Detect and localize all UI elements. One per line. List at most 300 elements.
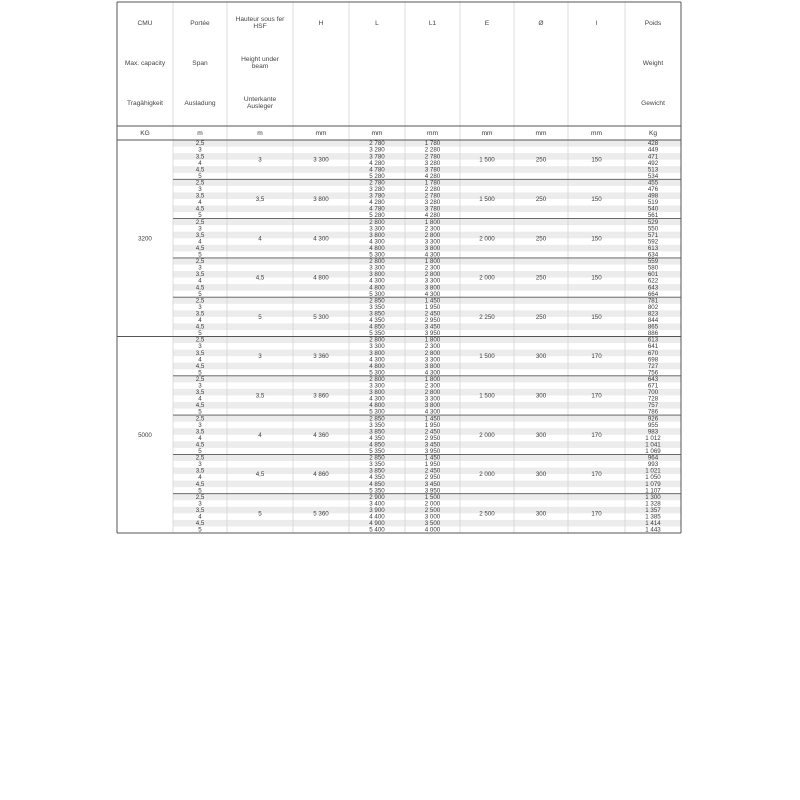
cell-diam: 250 xyxy=(535,235,547,243)
cell-l: 4 850 xyxy=(369,323,385,331)
header-hauteur-0: Hauteur sous fer HSF xyxy=(235,16,285,30)
cell-span: 4,5 xyxy=(195,480,205,488)
cell-l: 5 300 xyxy=(369,369,385,377)
cell-l: 4 800 xyxy=(369,402,385,410)
header-e-0: E xyxy=(484,20,490,27)
cell-e: 2 000 xyxy=(479,274,495,282)
cell-diam: 300 xyxy=(535,392,547,400)
cell-l: 4 280 xyxy=(369,159,385,167)
cell-weight: 1 414 xyxy=(645,520,661,528)
cell-diam: 250 xyxy=(535,195,547,203)
cell-weight: 561 xyxy=(647,212,659,220)
cell-span: 4,5 xyxy=(195,441,205,449)
cell-l1: 1 500 xyxy=(424,493,441,501)
cell-l1: 2 950 xyxy=(424,317,441,324)
cell-l: 3 300 xyxy=(369,264,385,272)
cell-weight: 529 xyxy=(647,218,659,226)
cell-diam: 300 xyxy=(535,471,547,479)
cell-l1: 4 300 xyxy=(424,369,441,377)
cell-span: 3 xyxy=(198,343,202,351)
unit-i: mm xyxy=(591,130,602,137)
cell-l1: 4 280 xyxy=(424,172,441,180)
cell-span: 3 xyxy=(198,421,202,429)
cell-weight: 498 xyxy=(647,192,659,200)
cell-span: 4 xyxy=(198,277,202,285)
cell-span: 2,5 xyxy=(195,297,205,305)
cell-span: 4,5 xyxy=(195,323,205,331)
cell-span: 4,5 xyxy=(195,520,205,528)
unit-poids: Kg xyxy=(648,130,658,137)
cell-span: 2,5 xyxy=(195,454,205,462)
cell-l1: 1 800 xyxy=(424,375,441,383)
cell-l1: 3 780 xyxy=(424,166,441,174)
cell-h: 5 300 xyxy=(313,313,329,321)
cell-diam: 300 xyxy=(535,353,547,361)
cell-l1: 3 800 xyxy=(424,244,441,252)
cell-weight: 728 xyxy=(647,395,659,403)
cell-weight: 643 xyxy=(647,284,659,292)
cell-l: 3 800 xyxy=(369,271,385,279)
cell-hsf: 4,5 xyxy=(255,274,265,282)
cell-span: 5 xyxy=(198,448,202,455)
cell-l: 2 800 xyxy=(369,218,385,226)
cell-span: 4 xyxy=(198,513,202,521)
cell-diam: 250 xyxy=(535,274,547,282)
cell-weight: 1 079 xyxy=(645,480,661,488)
cell-span: 4 xyxy=(198,434,202,442)
cell-weight: 519 xyxy=(647,199,659,207)
header-cmu-1: Max. capacity xyxy=(124,60,166,67)
cell-l: 4 300 xyxy=(369,356,385,364)
cell-l1: 2 950 xyxy=(424,434,441,442)
cell-span: 3,5 xyxy=(195,153,205,161)
cell-l1: 3 950 xyxy=(424,330,441,338)
cell-weight: 1 021 xyxy=(645,467,661,475)
cell-l: 2 850 xyxy=(369,415,385,423)
header-portee-2: Ausladung xyxy=(184,100,216,107)
cell-l: 3 300 xyxy=(369,225,385,233)
cell-hsf: 5 xyxy=(258,510,262,518)
cell-l: 4 780 xyxy=(369,205,385,213)
cell-l: 3 300 xyxy=(369,343,385,351)
cell-l: 2 850 xyxy=(369,454,385,462)
cell-l: 5 300 xyxy=(369,290,385,298)
cell-l1: 1 950 xyxy=(424,303,441,311)
cell-weight: 727 xyxy=(647,362,659,370)
cell-span: 3,5 xyxy=(195,192,205,200)
cell-weight: 955 xyxy=(647,421,659,429)
cell-span: 2,5 xyxy=(195,415,205,423)
cell-l1: 3 800 xyxy=(424,362,441,370)
cell-weight: 613 xyxy=(647,336,659,344)
cell-weight: 926 xyxy=(647,415,659,423)
cell-l1: 3 500 xyxy=(424,520,441,528)
cell-span: 5 xyxy=(198,172,202,180)
unit-cmu: KG xyxy=(140,130,150,137)
header-hauteur-2: Unterkante Ausleger xyxy=(243,96,277,110)
cell-l: 5 300 xyxy=(369,408,385,416)
cell-l1: 4 000 xyxy=(424,526,441,534)
cell-l1: 2 950 xyxy=(424,474,441,482)
cell-span: 2,5 xyxy=(195,140,205,148)
cell-l1: 4 300 xyxy=(424,408,441,416)
cell-span: 2,5 xyxy=(195,258,205,266)
unit-hauteur: m xyxy=(257,130,263,137)
cell-weight: 1 443 xyxy=(645,526,661,534)
cell-cmu: 3200 xyxy=(138,235,152,243)
unit-h: mm xyxy=(315,130,327,137)
header-portee-0: Portée xyxy=(190,20,210,27)
cell-e: 1 500 xyxy=(479,392,495,400)
cell-l1: 2 780 xyxy=(424,192,441,200)
cell-span: 4 xyxy=(198,395,202,403)
cell-weight: 786 xyxy=(647,408,659,416)
cell-weight: 1 012 xyxy=(645,434,661,442)
cell-l: 3 280 xyxy=(369,186,385,193)
cell-hsf: 3,5 xyxy=(255,195,265,203)
cell-weight: 1 300 xyxy=(645,493,661,501)
cell-span: 5 xyxy=(198,212,202,220)
header-cmu-0: CMU xyxy=(137,20,153,27)
cell-span: 5 xyxy=(198,526,202,534)
cell-l: 3 800 xyxy=(369,389,385,397)
cell-weight: 571 xyxy=(647,231,659,239)
cell-l: 5 280 xyxy=(369,172,385,180)
cell-l: 3 900 xyxy=(369,506,385,514)
cell-span: 5 xyxy=(198,487,202,495)
unit-l: mm xyxy=(371,130,383,137)
cell-l1: 2 280 xyxy=(424,146,441,154)
cell-h: 4 860 xyxy=(313,471,329,479)
cell-h: 3 800 xyxy=(313,195,329,203)
cell-weight: 613 xyxy=(647,244,659,252)
cell-span: 5 xyxy=(198,330,202,338)
cell-span: 4 xyxy=(198,238,202,246)
cell-span: 3,5 xyxy=(195,349,205,357)
cell-e: 1 500 xyxy=(479,156,495,164)
cell-l: 5 350 xyxy=(369,330,385,338)
cell-h: 3 860 xyxy=(313,392,329,400)
cell-weight: 559 xyxy=(647,258,659,266)
cell-l1: 2 450 xyxy=(424,428,441,436)
cell-weight: 886 xyxy=(647,330,659,338)
cell-span: 3 xyxy=(198,225,202,233)
cell-l: 3 850 xyxy=(369,310,385,318)
cell-l1: 1 450 xyxy=(424,297,441,305)
cell-span: 3 xyxy=(198,146,202,154)
cell-weight: 1 357 xyxy=(645,506,661,514)
cell-span: 3,5 xyxy=(195,389,205,397)
cell-span: 3,5 xyxy=(195,271,205,279)
header-i-0: I xyxy=(595,20,598,27)
cell-i: 170 xyxy=(591,392,602,400)
cell-l1: 2 300 xyxy=(424,382,441,390)
cell-l: 2 800 xyxy=(369,258,385,266)
cell-span: 2,5 xyxy=(195,179,205,187)
cell-weight: 428 xyxy=(647,140,659,148)
cell-l: 4 900 xyxy=(369,520,385,528)
cell-l: 5 280 xyxy=(369,212,385,220)
cell-weight: 513 xyxy=(647,166,659,174)
cell-l: 3 350 xyxy=(369,303,385,311)
cell-l1: 1 800 xyxy=(424,218,441,226)
cell-l1: 3 800 xyxy=(424,402,441,410)
header-l1-0: L1 xyxy=(428,20,437,27)
cell-e: 1 500 xyxy=(479,195,495,203)
cell-span: 3 xyxy=(198,264,202,272)
cell-l: 2 800 xyxy=(369,375,385,383)
cell-l: 4 400 xyxy=(369,513,385,521)
cell-weight: 534 xyxy=(647,172,659,180)
cell-i: 150 xyxy=(591,235,602,243)
cell-e: 2 500 xyxy=(479,510,495,518)
cell-l: 4 300 xyxy=(369,277,385,285)
cell-weight: 592 xyxy=(647,238,659,246)
cell-span: 3,5 xyxy=(195,310,205,318)
cell-l1: 3 300 xyxy=(424,277,441,285)
cell-weight: 781 xyxy=(647,297,659,305)
cell-l1: 3 780 xyxy=(424,205,441,213)
cell-diam: 250 xyxy=(535,156,547,164)
cell-h: 4 360 xyxy=(313,431,329,439)
cell-e: 2 250 xyxy=(479,313,495,321)
cell-weight: 802 xyxy=(647,303,659,311)
cell-weight: 601 xyxy=(647,271,659,279)
cell-span: 2,5 xyxy=(195,336,205,344)
cell-i: 150 xyxy=(591,195,602,203)
cell-l1: 1 800 xyxy=(424,336,441,344)
cell-l1: 2 000 xyxy=(424,500,441,508)
cell-weight: 634 xyxy=(647,251,659,259)
cell-l: 4 800 xyxy=(369,284,385,292)
cell-span: 3 xyxy=(198,382,202,390)
cell-l1: 3 300 xyxy=(424,356,441,364)
header-h-0: H xyxy=(318,20,324,27)
cell-span: 4 xyxy=(198,356,202,364)
cell-span: 3,5 xyxy=(195,231,205,239)
cell-span: 4,5 xyxy=(195,362,205,370)
cell-h: 4 800 xyxy=(313,274,329,282)
cell-h: 5 360 xyxy=(313,510,329,518)
cell-weight: 492 xyxy=(647,159,659,167)
cell-l: 3 800 xyxy=(369,231,385,239)
cell-l1: 4 300 xyxy=(424,290,441,298)
cell-l1: 1 950 xyxy=(424,461,441,469)
cell-weight: 823 xyxy=(647,310,659,318)
cell-weight: 455 xyxy=(647,179,659,187)
cell-l: 2 850 xyxy=(369,297,385,305)
cell-l1: 2 800 xyxy=(424,389,441,397)
cell-l: 3 350 xyxy=(369,461,385,469)
cell-l1: 3 950 xyxy=(424,487,441,495)
cell-span: 3 xyxy=(198,186,202,193)
cell-hsf: 4,5 xyxy=(255,471,265,479)
cell-l1: 2 300 xyxy=(424,225,441,233)
cell-l1: 3 800 xyxy=(424,284,441,292)
cell-l1: 2 300 xyxy=(424,343,441,351)
cell-l: 3 850 xyxy=(369,467,385,475)
unit-portee: m xyxy=(197,130,203,137)
cell-weight: 700 xyxy=(647,389,659,397)
cell-l1: 3 450 xyxy=(424,323,441,331)
cell-l1: 3 000 xyxy=(424,513,441,521)
cell-span: 3 xyxy=(198,303,202,311)
header-cmu-2: Tragähigkeit xyxy=(126,100,164,107)
cell-weight: 1 041 xyxy=(645,441,661,449)
cell-span: 2,5 xyxy=(195,218,205,226)
cell-hsf: 4 xyxy=(258,235,262,243)
cell-hsf: 3 xyxy=(258,353,262,361)
cell-span: 4,5 xyxy=(195,205,205,213)
cell-e: 2 000 xyxy=(479,431,495,439)
header-hauteur-1: Height under beam xyxy=(241,56,279,70)
cell-diam: 300 xyxy=(535,510,547,518)
cell-i: 150 xyxy=(591,313,602,321)
cell-l: 4 300 xyxy=(369,395,385,403)
cell-e: 1 500 xyxy=(479,353,495,361)
cell-weight: 471 xyxy=(647,153,659,161)
cell-l1: 3 300 xyxy=(424,395,441,403)
cell-i: 170 xyxy=(591,510,602,518)
cell-l1: 1 450 xyxy=(424,415,441,423)
cell-l1: 3 280 xyxy=(424,159,441,167)
cell-i: 150 xyxy=(591,274,602,282)
cell-weight: 664 xyxy=(647,290,659,298)
cell-l1: 2 450 xyxy=(424,310,441,318)
cell-l1: 3 950 xyxy=(424,448,441,455)
cell-weight: 622 xyxy=(647,277,659,285)
cell-span: 5 xyxy=(198,408,202,416)
cell-span: 5 xyxy=(198,290,202,298)
cell-weight: 641 xyxy=(647,343,659,351)
cell-l1: 3 450 xyxy=(424,480,441,488)
cell-span: 4,5 xyxy=(195,166,205,174)
cell-l: 2 900 xyxy=(369,493,385,501)
cell-l1: 1 780 xyxy=(424,140,441,148)
cell-hsf: 5 xyxy=(258,313,262,321)
cell-span: 3 xyxy=(198,500,202,508)
cell-l: 4 780 xyxy=(369,166,385,174)
cell-l: 2 800 xyxy=(369,336,385,344)
cell-l1: 2 280 xyxy=(424,186,441,193)
header-portee-1: Span xyxy=(192,60,208,67)
cell-weight: 844 xyxy=(647,317,659,324)
cell-hsf: 3 xyxy=(258,156,262,164)
cell-span: 3,5 xyxy=(195,467,205,475)
cell-i: 150 xyxy=(591,156,602,164)
cell-l: 2 780 xyxy=(369,140,385,148)
cell-span: 2,5 xyxy=(195,375,205,383)
header-l-0: L xyxy=(375,20,379,27)
cell-l1: 1 800 xyxy=(424,258,441,266)
cell-weight: 643 xyxy=(647,375,659,383)
cell-weight: 757 xyxy=(647,402,659,410)
cell-l: 3 800 xyxy=(369,349,385,357)
cell-l: 3 780 xyxy=(369,153,385,161)
cell-l: 4 350 xyxy=(369,474,385,482)
cell-span: 3,5 xyxy=(195,428,205,436)
cell-weight: 670 xyxy=(647,349,659,357)
cell-l: 4 350 xyxy=(369,317,385,324)
cell-l1: 2 300 xyxy=(424,264,441,272)
header-diam-0: Ø xyxy=(538,20,544,27)
cell-hsf: 3,5 xyxy=(255,392,265,400)
header-poids-2: Gewicht xyxy=(641,100,665,107)
cell-weight: 476 xyxy=(647,186,659,193)
cell-weight: 550 xyxy=(647,225,659,233)
cell-span: 3,5 xyxy=(195,506,205,514)
cell-h: 3 300 xyxy=(313,156,329,164)
cell-e: 2 000 xyxy=(479,235,495,243)
unit-l1: mm xyxy=(427,130,438,137)
cell-l1: 2 800 xyxy=(424,231,441,239)
cell-weight: 1 050 xyxy=(645,474,661,482)
cell-i: 170 xyxy=(591,431,602,439)
cell-l: 5 350 xyxy=(369,487,385,495)
cell-e: 2 000 xyxy=(479,471,495,479)
cell-l: 4 850 xyxy=(369,441,385,449)
cell-weight: 1 107 xyxy=(645,487,661,495)
cell-l: 4 800 xyxy=(369,244,385,252)
cell-l1: 2 800 xyxy=(424,271,441,279)
cell-weight: 671 xyxy=(647,382,659,390)
cell-span: 4,5 xyxy=(195,284,205,292)
cell-span: 2,5 xyxy=(195,493,205,501)
cell-l: 5 350 xyxy=(369,448,385,455)
cell-l1: 4 280 xyxy=(424,212,441,220)
cell-weight: 756 xyxy=(647,369,659,377)
cell-l1: 3 300 xyxy=(424,238,441,246)
cell-weight: 540 xyxy=(647,205,659,213)
cell-weight: 983 xyxy=(647,428,659,436)
cell-l1: 1 450 xyxy=(424,454,441,462)
cell-span: 5 xyxy=(198,369,202,377)
cell-l1: 3 450 xyxy=(424,441,441,449)
cell-l1: 2 780 xyxy=(424,153,441,161)
header-poids-0: Poids xyxy=(644,20,662,27)
cell-weight: 580 xyxy=(647,264,659,272)
cell-span: 3 xyxy=(198,461,202,469)
unit-diam: mm xyxy=(535,130,547,137)
cell-l: 2 780 xyxy=(369,179,385,187)
cell-weight: 993 xyxy=(647,461,659,469)
cell-l: 3 280 xyxy=(369,146,385,154)
cell-diam: 250 xyxy=(535,313,547,321)
cell-weight: 1 328 xyxy=(645,500,661,508)
cell-l: 3 350 xyxy=(369,421,385,429)
cell-weight: 449 xyxy=(647,146,659,154)
cell-l1: 1 780 xyxy=(424,179,441,187)
cell-weight: 1 385 xyxy=(645,513,661,521)
cell-span: 4 xyxy=(198,474,202,482)
header-poids-1: Weight xyxy=(642,60,664,67)
cell-weight: 698 xyxy=(647,356,659,364)
cell-i: 170 xyxy=(591,471,602,479)
cell-l: 5 300 xyxy=(369,251,385,259)
cell-l: 3 300 xyxy=(369,382,385,390)
cell-span: 4,5 xyxy=(195,244,205,252)
cell-cmu: 5000 xyxy=(138,431,152,439)
unit-e: mm xyxy=(481,130,493,137)
cell-h: 4 300 xyxy=(313,235,329,243)
cell-l1: 4 300 xyxy=(424,251,441,259)
cell-l: 3 850 xyxy=(369,428,385,436)
cell-diam: 300 xyxy=(535,431,547,439)
cell-l1: 2 500 xyxy=(424,506,441,514)
cell-span: 4 xyxy=(198,199,202,207)
cell-l: 4 350 xyxy=(369,434,385,442)
cell-hsf: 4 xyxy=(258,431,262,439)
